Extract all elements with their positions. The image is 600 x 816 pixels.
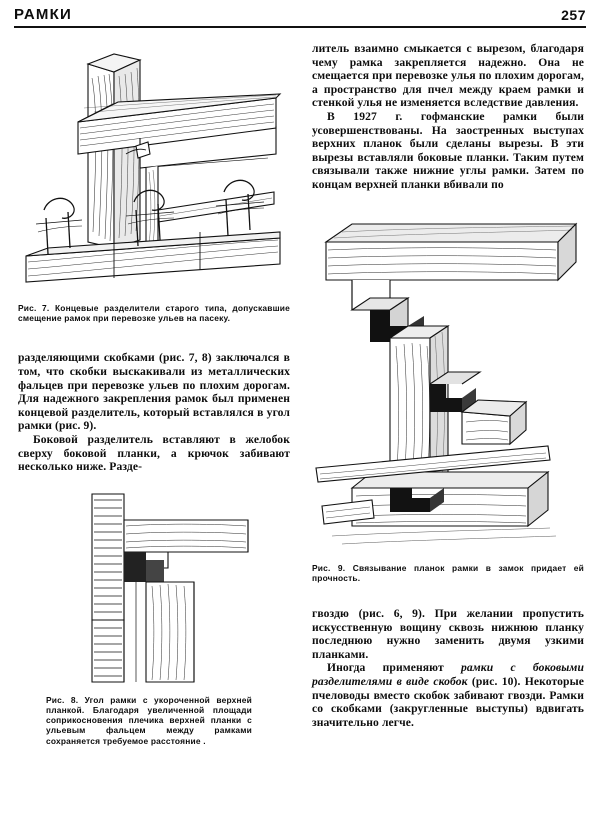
right-paragraph-3: гвоздю (рис. 6, 9). При желании пропустить искусственную вощину сквозь нижнюю планку последнюю нужно заменить двумя узкими планками. [312, 606, 584, 661]
fig-9-illustration [312, 206, 584, 554]
fig-7-end-spacers [18, 42, 290, 294]
right-paragraph-4-tail: (рис. 10). Некоторые пчеловоды вместо скобок забивают гвозди. Рамки со скобками (закругленные выступы) вдвигать значительно легче. [312, 674, 584, 729]
left-column [18, 42, 290, 746]
running-head [14, 6, 586, 23]
right-paragraph-4 [312, 661, 584, 729]
right-paragraph-4-lead: Иногда применяют [327, 661, 461, 675]
right-column [312, 42, 584, 729]
left-paragraph-1: разделяющими скобками (рис. 7, 8) заключался в том, что скобки выскакивали из металлических фальцев при перевозке ульев по плохим дорогам. Для надежного закрепления рамок был применен концевой разделитель, который вставлялся в угол рамки (рис. 9). [18, 351, 290, 433]
header-rule [14, 26, 586, 28]
left-paragraph-2: Боковой разделитель вставляют в желобок сверху боковой планки, а крючок забивают несколько ниже. Разде- [18, 432, 290, 474]
right-paragraph-2: В 1927 г. гофманские рамки были усовершенствованы. На заостренных выступах верхних планок были сделаны вырезы. В эти вырезы вставляли боковые планки. Таким путем связывали также нижние углы рамки. Затем по концам верхней планки вбивали по [312, 109, 584, 191]
page-title: РАМКИ [14, 6, 72, 23]
fig-9-caption: Рис. 9. Связывание планок рамки в замок придает ей прочность. [312, 562, 584, 583]
page-number: 257 [561, 7, 586, 23]
fig-8-caption: Рис. 8. Угол рамки с укороченной верхней планкой. Благодаря увеличенной площади соприкосновения плечика верхней планки с ульевым фальцем между рамками сохраняется требуемое расстояние . [46, 694, 252, 746]
fig-8-frame-corner [18, 490, 290, 686]
fig-7-caption: Рис. 7. Концевые разделители старого типа, допускавшие смещение рамок при перевозке ульев на пасеку. [18, 303, 290, 324]
fig-9-locked-joint [312, 206, 584, 554]
fig-7-illustration [18, 42, 290, 294]
right-paragraph-1: литель взаимно смыкается с вырезом, благодаря чему рамка закрепляется надежно. Она не смещается при перевозке улья по плохим дорогам, а пространство для пчел между краем рамки и стенкой улья не изменяется вследствие давления. [312, 42, 584, 110]
italic-phrase: рамки с боковыми разделителями в виде скобок [312, 661, 584, 688]
fig-8-illustration [18, 490, 290, 686]
